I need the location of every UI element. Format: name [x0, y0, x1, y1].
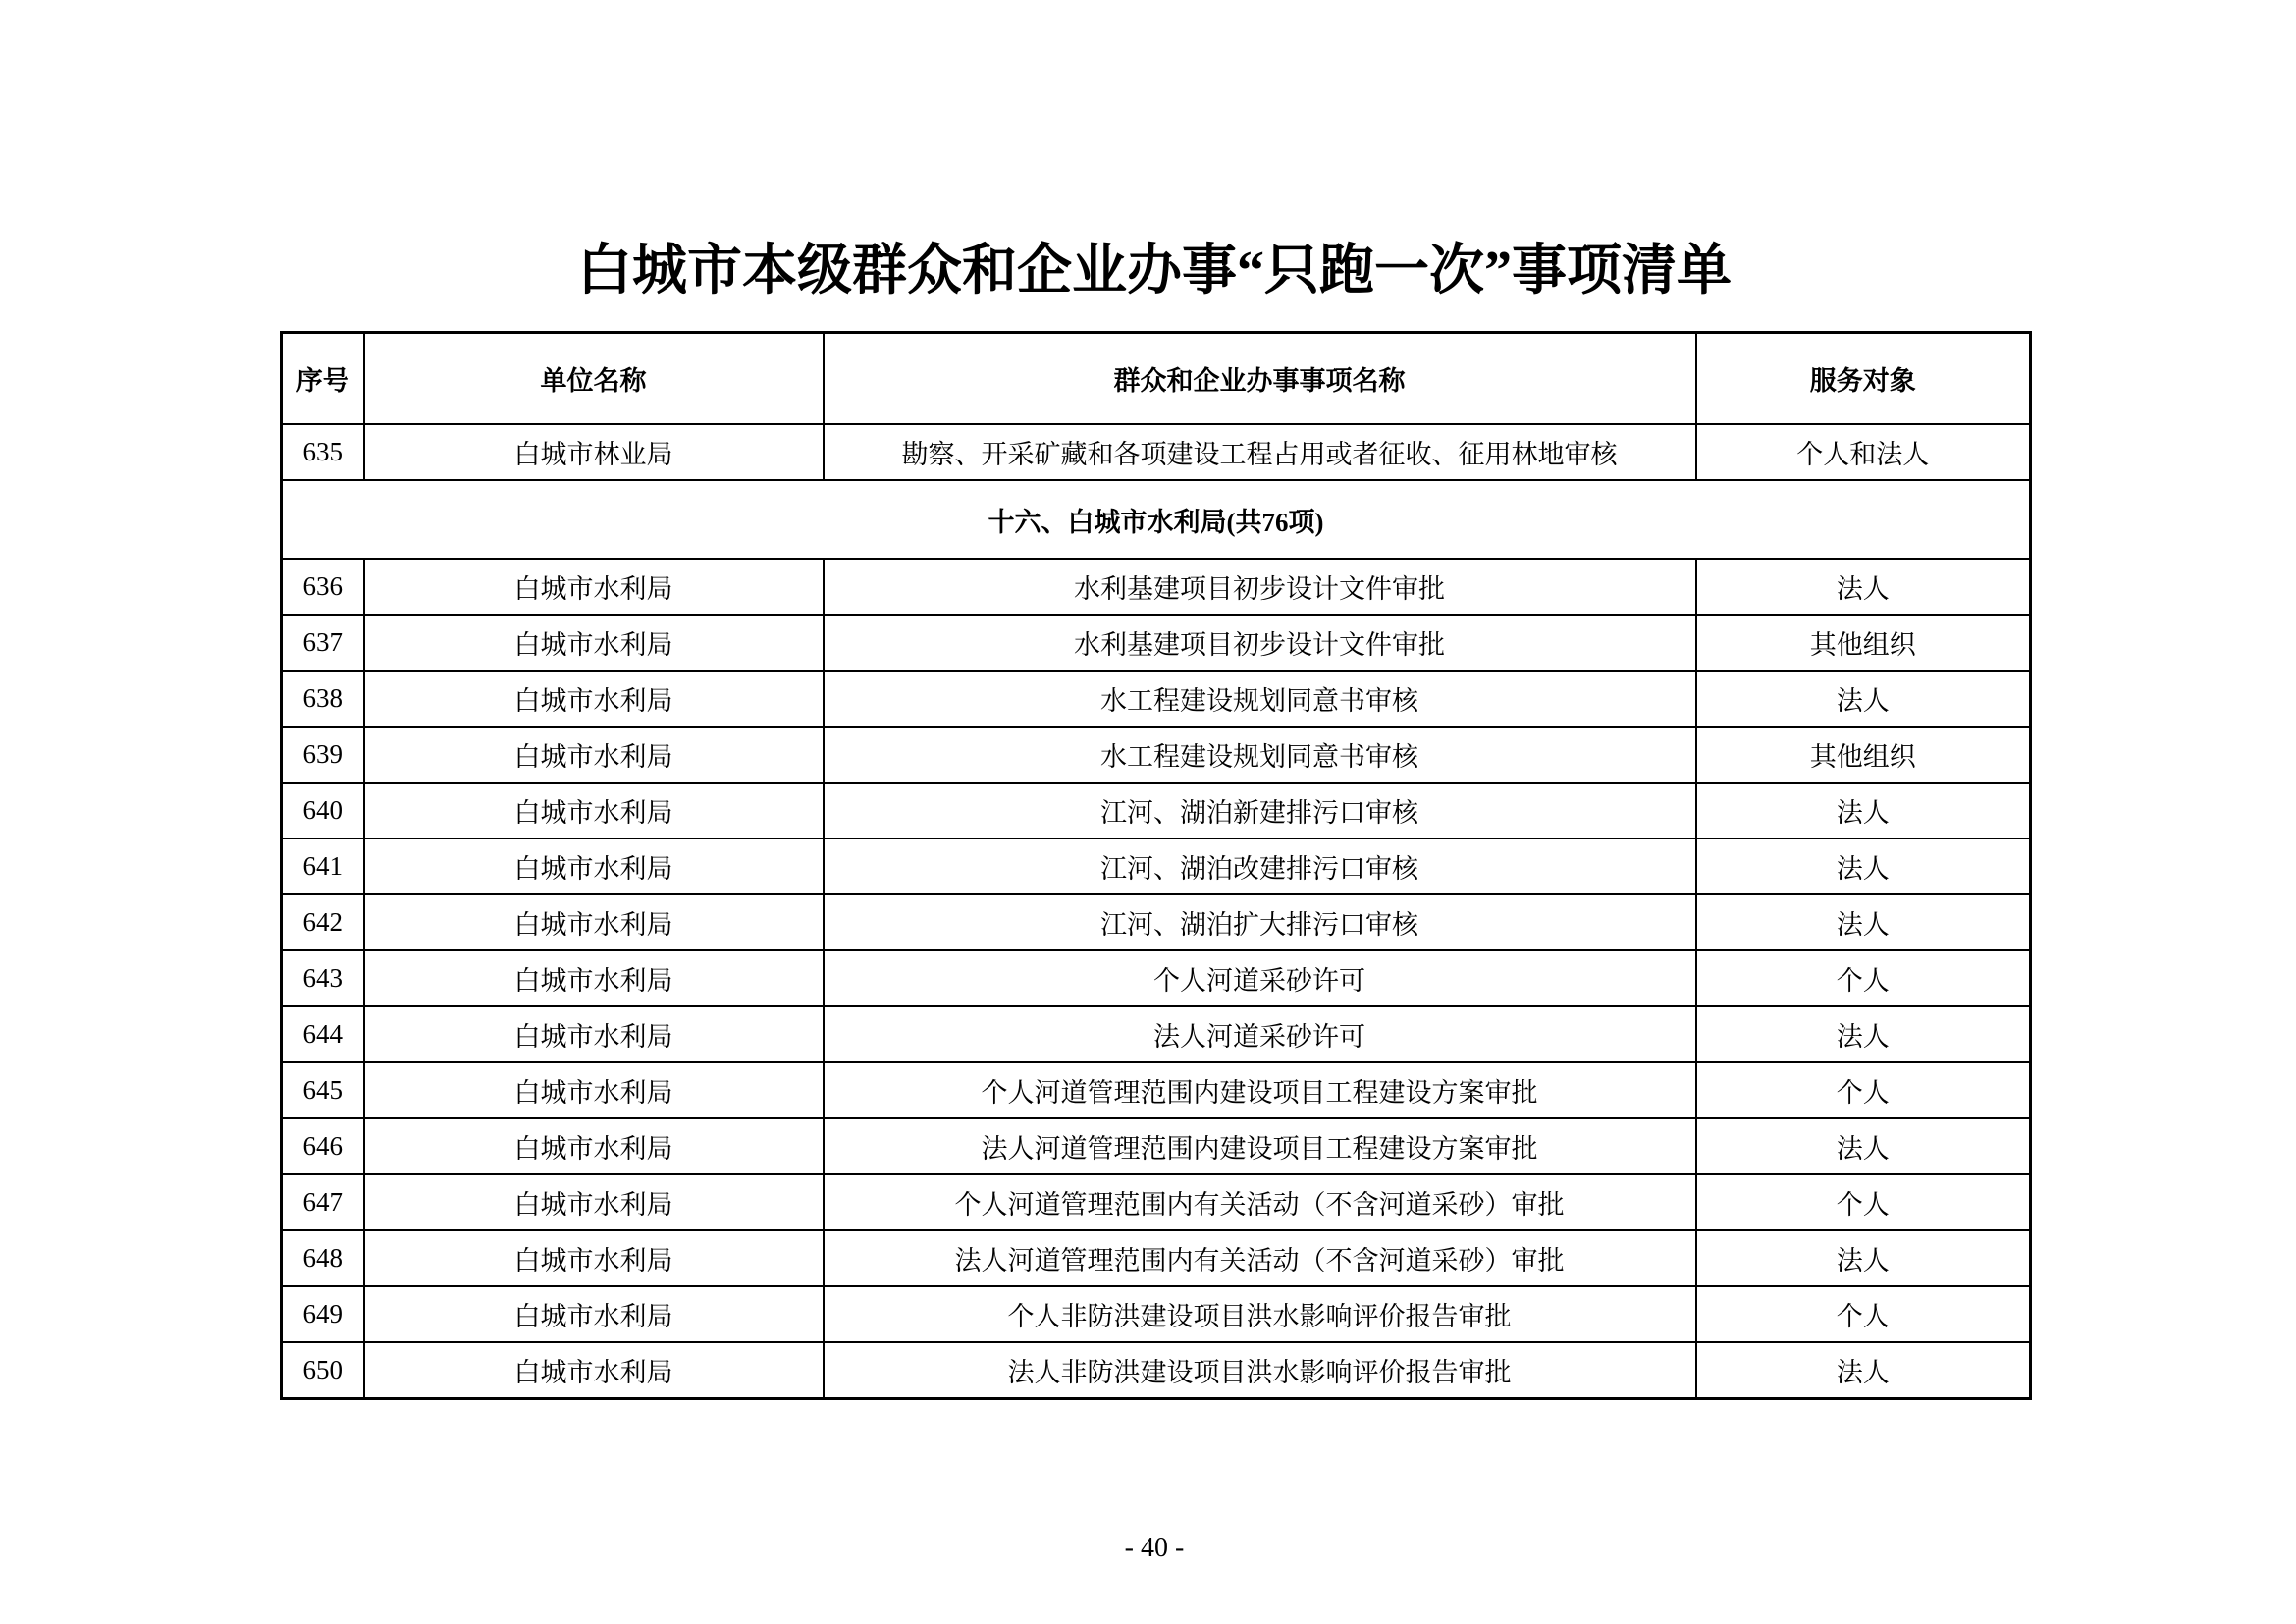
- cell-item: 个人河道管理范围内建设项目工程建设方案审批: [824, 1062, 1696, 1118]
- cell-item: 水利基建项目初步设计文件审批: [824, 559, 1696, 615]
- cell-no: 644: [282, 1006, 364, 1062]
- table-row: [282, 727, 2031, 783]
- cell-target: 其他组织: [1696, 727, 2031, 783]
- header-no: 序号: [282, 333, 364, 425]
- table-row: [282, 1286, 2031, 1342]
- cell-unit: 白城市水利局: [364, 894, 824, 950]
- cell-item: 个人河道采砂许可: [824, 950, 1696, 1006]
- cell-unit: 白城市水利局: [364, 615, 824, 671]
- cell-no: 639: [282, 727, 364, 783]
- cell-target: 个人: [1696, 950, 2031, 1006]
- table-row: [282, 1006, 2031, 1062]
- cell-target: 法人: [1696, 671, 2031, 727]
- page-title: 白城市本级群众和企业办事“只跑一次”事项清单: [577, 241, 1732, 301]
- cell-item: 水工程建设规划同意书审核: [824, 671, 1696, 727]
- cell-item: 法人非防洪建设项目洪水影响评价报告审批: [824, 1342, 1696, 1399]
- cell-target: 个人: [1696, 1062, 2031, 1118]
- table-row: [282, 615, 2031, 671]
- cell-target: 个人和法人: [1696, 424, 2031, 480]
- cell-no: 650: [282, 1342, 364, 1399]
- section-heading-group: [282, 480, 2031, 559]
- cell-item: 水利基建项目初步设计文件审批: [824, 615, 1696, 671]
- cell-unit: 白城市水利局: [364, 783, 824, 839]
- cell-item: 水工程建设规划同意书审核: [824, 727, 1696, 783]
- cell-item: 个人河道管理范围内有关活动（不含河道采砂）审批: [824, 1174, 1696, 1230]
- table-row: [282, 424, 2031, 480]
- cell-unit: 白城市水利局: [364, 1062, 824, 1118]
- cell-unit: 白城市水利局: [364, 950, 824, 1006]
- header-item: 群众和企业办事事项名称: [824, 333, 1696, 425]
- cell-unit: 白城市水利局: [364, 1342, 824, 1399]
- cell-unit: 白城市林业局: [364, 424, 824, 480]
- table-row: [282, 1230, 2031, 1286]
- cell-no: 643: [282, 950, 364, 1006]
- table-header: [282, 333, 2031, 425]
- cell-target: 法人: [1696, 839, 2031, 894]
- table-row: [282, 839, 2031, 894]
- cell-no: 647: [282, 1174, 364, 1230]
- table-row: [282, 671, 2031, 727]
- header-target: 服务对象: [1696, 333, 2031, 425]
- cell-item: 江河、湖泊扩大排污口审核: [824, 894, 1696, 950]
- section-row: [282, 480, 2031, 559]
- cell-item: 法人河道采砂许可: [824, 1006, 1696, 1062]
- cell-no: 645: [282, 1062, 364, 1118]
- cell-unit: 白城市水利局: [364, 1230, 824, 1286]
- cell-no: 636: [282, 559, 364, 615]
- cell-target: 法人: [1696, 894, 2031, 950]
- cell-unit: 白城市水利局: [364, 1118, 824, 1174]
- cell-target: 其他组织: [1696, 615, 2031, 671]
- cell-unit: 白城市水利局: [364, 839, 824, 894]
- cell-no: 640: [282, 783, 364, 839]
- cell-target: 法人: [1696, 1230, 2031, 1286]
- cell-item: 法人河道管理范围内有关活动（不含河道采砂）审批: [824, 1230, 1696, 1286]
- leading-rows: [282, 424, 2031, 480]
- cell-unit: 白城市水利局: [364, 1174, 824, 1230]
- cell-no: 641: [282, 839, 364, 894]
- cell-no: 649: [282, 1286, 364, 1342]
- cell-item: 法人河道管理范围内建设项目工程建设方案审批: [824, 1118, 1696, 1174]
- cell-no: 646: [282, 1118, 364, 1174]
- cell-unit: 白城市水利局: [364, 1006, 824, 1062]
- cell-target: 法人: [1696, 1006, 2031, 1062]
- table-row: [282, 1062, 2031, 1118]
- cell-target: 法人: [1696, 559, 2031, 615]
- cell-no: 637: [282, 615, 364, 671]
- table-row: [282, 1174, 2031, 1230]
- cell-target: 个人: [1696, 1286, 2031, 1342]
- table-row: [282, 559, 2031, 615]
- table-row: [282, 1342, 2031, 1399]
- table-row: [282, 783, 2031, 839]
- cell-unit: 白城市水利局: [364, 727, 824, 783]
- service-list-table: [280, 331, 2032, 1400]
- cell-item: 勘察、开采矿藏和各项建设工程占用或者征收、征用林地审核: [824, 424, 1696, 480]
- table-row: [282, 1118, 2031, 1174]
- cell-no: 635: [282, 424, 364, 480]
- cell-no: 648: [282, 1230, 364, 1286]
- cell-no: 642: [282, 894, 364, 950]
- cell-item: 个人非防洪建设项目洪水影响评价报告审批: [824, 1286, 1696, 1342]
- section-title: 十六、白城市水利局(共76项): [282, 480, 2031, 559]
- page-number: - 40 -: [1124, 1533, 1185, 1563]
- table-row: [282, 894, 2031, 950]
- section-rows: [282, 559, 2031, 1399]
- cell-target: 法人: [1696, 783, 2031, 839]
- cell-item: 江河、湖泊改建排污口审核: [824, 839, 1696, 894]
- header-row: [282, 333, 2031, 425]
- cell-target: 法人: [1696, 1118, 2031, 1174]
- cell-target: 法人: [1696, 1342, 2031, 1399]
- cell-target: 个人: [1696, 1174, 2031, 1230]
- cell-no: 638: [282, 671, 364, 727]
- cell-item: 江河、湖泊新建排污口审核: [824, 783, 1696, 839]
- cell-unit: 白城市水利局: [364, 559, 824, 615]
- cell-unit: 白城市水利局: [364, 671, 824, 727]
- header-unit: 单位名称: [364, 333, 824, 425]
- cell-unit: 白城市水利局: [364, 1286, 824, 1342]
- table-row: [282, 950, 2031, 1006]
